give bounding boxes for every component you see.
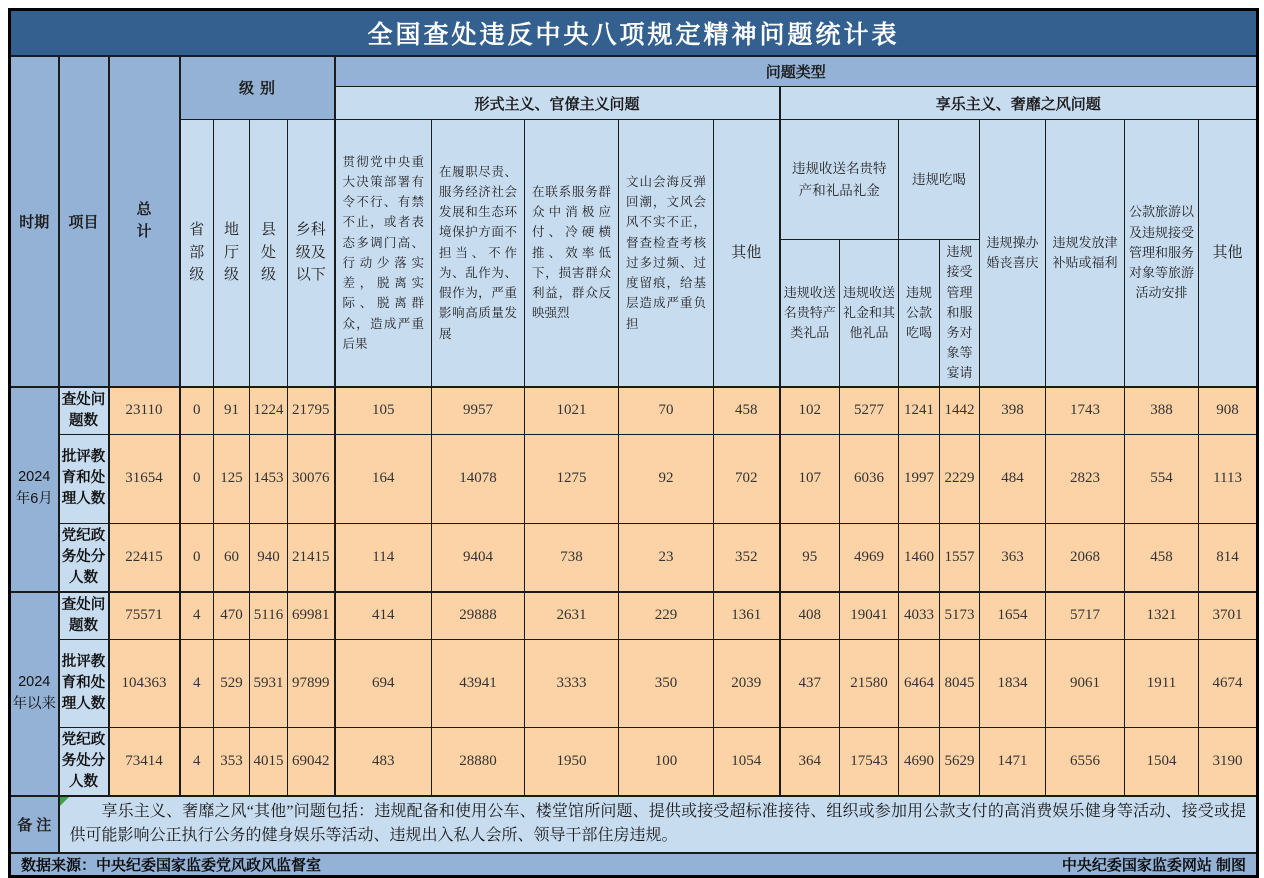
value-cell: 107 xyxy=(780,434,840,523)
metric-label: 查处问题数 xyxy=(59,387,109,435)
value-cell: 28880 xyxy=(432,727,525,796)
value-cell: 437 xyxy=(780,639,840,727)
note-label: 备注 xyxy=(10,796,59,854)
value-cell: 14078 xyxy=(432,434,525,523)
value-cell: 908 xyxy=(1199,387,1258,435)
value-cell: 4033 xyxy=(899,592,940,640)
metric-label: 批评教育和处理人数 xyxy=(59,434,109,523)
value-cell: 1113 xyxy=(1199,434,1258,523)
value-cell: 694 xyxy=(335,639,432,727)
value-cell: 1911 xyxy=(1125,639,1199,727)
value-cell: 22415 xyxy=(109,523,180,592)
table-title: 全国查处违反中央八项规定精神问题统计表 xyxy=(10,10,1258,56)
value-cell: 363 xyxy=(980,523,1046,592)
header-level-province: 省部级 xyxy=(180,120,214,387)
table-row xyxy=(10,434,1258,523)
value-cell: 0 xyxy=(180,387,214,435)
value-cell: 69981 xyxy=(288,592,335,640)
value-cell: 1321 xyxy=(1125,592,1199,640)
value-cell: 4 xyxy=(180,727,214,796)
table-row xyxy=(10,592,1258,640)
note-cell xyxy=(59,796,1258,854)
value-cell: 388 xyxy=(1125,387,1199,435)
value-cell: 0 xyxy=(180,434,214,523)
header-dining-group: 违规吃喝 xyxy=(899,120,980,240)
value-cell: 1361 xyxy=(714,592,780,640)
value-cell: 4690 xyxy=(899,727,940,796)
value-cell: 398 xyxy=(980,387,1046,435)
value-cell: 3701 xyxy=(1199,592,1258,640)
value-cell: 114 xyxy=(335,523,432,592)
metric-label: 查处问题数 xyxy=(59,592,109,640)
value-cell: 6464 xyxy=(899,639,940,727)
value-cell: 4015 xyxy=(250,727,288,796)
value-cell: 17543 xyxy=(840,727,899,796)
table-row xyxy=(10,639,1258,727)
header-problem-type: 问题类型 xyxy=(335,56,1258,87)
header-total-label: 总计 xyxy=(136,200,152,240)
value-cell: 5629 xyxy=(940,727,980,796)
header-dining-public-funds: 违规公款吃喝 xyxy=(899,240,940,387)
value-cell: 91 xyxy=(214,387,250,435)
value-cell: 31654 xyxy=(109,434,180,523)
value-cell: 23 xyxy=(619,523,714,592)
value-cell: 814 xyxy=(1199,523,1258,592)
value-cell: 5277 xyxy=(840,387,899,435)
value-cell: 229 xyxy=(619,592,714,640)
header-gifts-group: 违规收送名贵特产和礼品礼金 xyxy=(780,120,899,240)
header-level-county: 县处级 xyxy=(250,120,288,387)
data-source-text: 数据来源：中央纪委国家监委党风政风监督室 xyxy=(21,857,322,875)
header-total xyxy=(109,56,180,387)
value-cell: 2631 xyxy=(525,592,619,640)
value-cell: 95 xyxy=(780,523,840,592)
value-cell: 69042 xyxy=(288,727,335,796)
value-cell: 0 xyxy=(180,523,214,592)
value-cell: 73414 xyxy=(109,727,180,796)
value-cell: 1950 xyxy=(525,727,619,796)
value-cell: 19041 xyxy=(840,592,899,640)
value-cell: 408 xyxy=(780,592,840,640)
period-cell-ytd-2024: 2024年以来 xyxy=(10,592,59,796)
value-cell: 2823 xyxy=(1046,434,1125,523)
credit-text: 中央纪委国家监委网站 制图 xyxy=(1061,857,1247,875)
note-text: 享乐主义、奢靡之风“其他”问题包括：违规配备和使用公车、楼堂馆所问题、提供或接受超标准接待、组织或参加用公款支付的高消费娱乐健身等活动、接受或提供可能影响公正执行公务的健身娱乐等活动、违规出入私人会所、领导干部住房违规。 xyxy=(69,802,1247,845)
metric-label: 党纪政务处分人数 xyxy=(59,727,109,796)
header-formalism-col-3: 在联系服务群众中消极应付、冷硬横推、效率低下，损害群众利益，群众反映强烈 xyxy=(525,120,619,387)
value-cell: 364 xyxy=(780,727,840,796)
value-cell: 60 xyxy=(214,523,250,592)
value-cell: 97899 xyxy=(288,639,335,727)
table-row xyxy=(10,387,1258,435)
value-cell: 2039 xyxy=(714,639,780,727)
value-cell: 1557 xyxy=(940,523,980,592)
value-cell: 4674 xyxy=(1199,639,1258,727)
value-cell: 9957 xyxy=(432,387,525,435)
value-cell: 30076 xyxy=(288,434,335,523)
value-cell: 92 xyxy=(619,434,714,523)
header-item: 项目 xyxy=(59,56,109,387)
value-cell: 1224 xyxy=(250,387,288,435)
value-cell: 1471 xyxy=(980,727,1046,796)
table-row xyxy=(10,523,1258,592)
header-public-funded-travel: 公款旅游以及违规接受管理和服务对象等旅游活动安排 xyxy=(1125,120,1199,387)
value-cell: 1241 xyxy=(899,387,940,435)
value-cell: 1997 xyxy=(899,434,940,523)
value-cell: 353 xyxy=(214,727,250,796)
source-row xyxy=(10,853,1258,877)
value-cell: 554 xyxy=(1125,434,1199,523)
value-cell: 4969 xyxy=(840,523,899,592)
value-cell: 5173 xyxy=(940,592,980,640)
value-cell: 458 xyxy=(1125,523,1199,592)
value-cell: 470 xyxy=(214,592,250,640)
value-cell: 1460 xyxy=(899,523,940,592)
value-cell: 484 xyxy=(980,434,1046,523)
value-cell: 2229 xyxy=(940,434,980,523)
value-cell: 3190 xyxy=(1199,727,1258,796)
header-gifts-specialty: 违规收送名贵特产类礼品 xyxy=(780,240,840,387)
value-cell: 164 xyxy=(335,434,432,523)
header-hedonism-group: 享乐主义、奢靡之风问题 xyxy=(780,87,1258,120)
value-cell: 1834 xyxy=(980,639,1046,727)
value-cell: 1021 xyxy=(525,387,619,435)
header-weddings-funerals: 违规操办婚丧喜庆 xyxy=(980,120,1046,387)
header-level-prefecture: 地厅级 xyxy=(214,120,250,387)
header-allowances: 违规发放津补贴或福利 xyxy=(1046,120,1125,387)
value-cell: 702 xyxy=(714,434,780,523)
value-cell: 1743 xyxy=(1046,387,1125,435)
value-cell: 9061 xyxy=(1046,639,1125,727)
value-cell: 9404 xyxy=(432,523,525,592)
header-formalism-col-1: 贯彻党中央重大决策部署有令不行、有禁不止，或者表态多调门高、行动少落实差，脱离实际、脱离群众，造成严重后果 xyxy=(335,120,432,387)
header-level-township: 乡科级及以下 xyxy=(288,120,335,387)
value-cell: 104363 xyxy=(109,639,180,727)
value-cell: 6036 xyxy=(840,434,899,523)
value-cell: 21580 xyxy=(840,639,899,727)
value-cell: 350 xyxy=(619,639,714,727)
value-cell: 1054 xyxy=(714,727,780,796)
comment-marker-icon xyxy=(60,797,69,806)
value-cell: 21795 xyxy=(288,387,335,435)
value-cell: 2068 xyxy=(1046,523,1125,592)
value-cell: 5717 xyxy=(1046,592,1125,640)
value-cell: 1654 xyxy=(980,592,1046,640)
value-cell: 414 xyxy=(335,592,432,640)
value-cell: 70 xyxy=(619,387,714,435)
value-cell: 5931 xyxy=(250,639,288,727)
header-formalism-group: 形式主义、官僚主义问题 xyxy=(335,87,780,120)
value-cell: 4 xyxy=(180,592,214,640)
metric-label: 党纪政务处分人数 xyxy=(59,523,109,592)
value-cell: 1453 xyxy=(250,434,288,523)
value-cell: 102 xyxy=(780,387,840,435)
value-cell: 23110 xyxy=(109,387,180,435)
table-row xyxy=(10,727,1258,796)
period-cell-june-2024: 2024年6月 xyxy=(10,387,59,592)
value-cell: 4 xyxy=(180,639,214,727)
value-cell: 1504 xyxy=(1125,727,1199,796)
header-level-group: 级别 xyxy=(180,56,335,120)
value-cell: 458 xyxy=(714,387,780,435)
value-cell: 3333 xyxy=(525,639,619,727)
header-formalism-other: 其他 xyxy=(714,120,780,387)
value-cell: 352 xyxy=(714,523,780,592)
value-cell: 8045 xyxy=(940,639,980,727)
value-cell: 43941 xyxy=(432,639,525,727)
header-hedonism-other: 其他 xyxy=(1199,120,1258,387)
header-gifts-money: 违规收送礼金和其他礼品 xyxy=(840,240,899,387)
metric-label: 批评教育和处理人数 xyxy=(59,639,109,727)
value-cell: 738 xyxy=(525,523,619,592)
value-cell: 5116 xyxy=(250,592,288,640)
value-cell: 29888 xyxy=(432,592,525,640)
value-cell: 1275 xyxy=(525,434,619,523)
value-cell: 75571 xyxy=(109,592,180,640)
header-formalism-col-4: 文山会海反弹回潮，文风会风不实不正，督查检查考核过多过频、过度留痕，给基层造成严重负担 xyxy=(619,120,714,387)
statistics-table xyxy=(8,8,1259,878)
value-cell: 21415 xyxy=(288,523,335,592)
value-cell: 6556 xyxy=(1046,727,1125,796)
header-formalism-col-2: 在履职尽责、服务经济社会发展和生态环境保护方面不担当、不作为、乱作为、假作为，严重影响高质量发展 xyxy=(432,120,525,387)
value-cell: 940 xyxy=(250,523,288,592)
value-cell: 105 xyxy=(335,387,432,435)
value-cell: 529 xyxy=(214,639,250,727)
header-dining-banquets: 违规接受管理和服务对象等宴请 xyxy=(940,240,980,387)
value-cell: 1442 xyxy=(940,387,980,435)
header-period: 时期 xyxy=(10,56,59,387)
value-cell: 100 xyxy=(619,727,714,796)
value-cell: 483 xyxy=(335,727,432,796)
value-cell: 125 xyxy=(214,434,250,523)
